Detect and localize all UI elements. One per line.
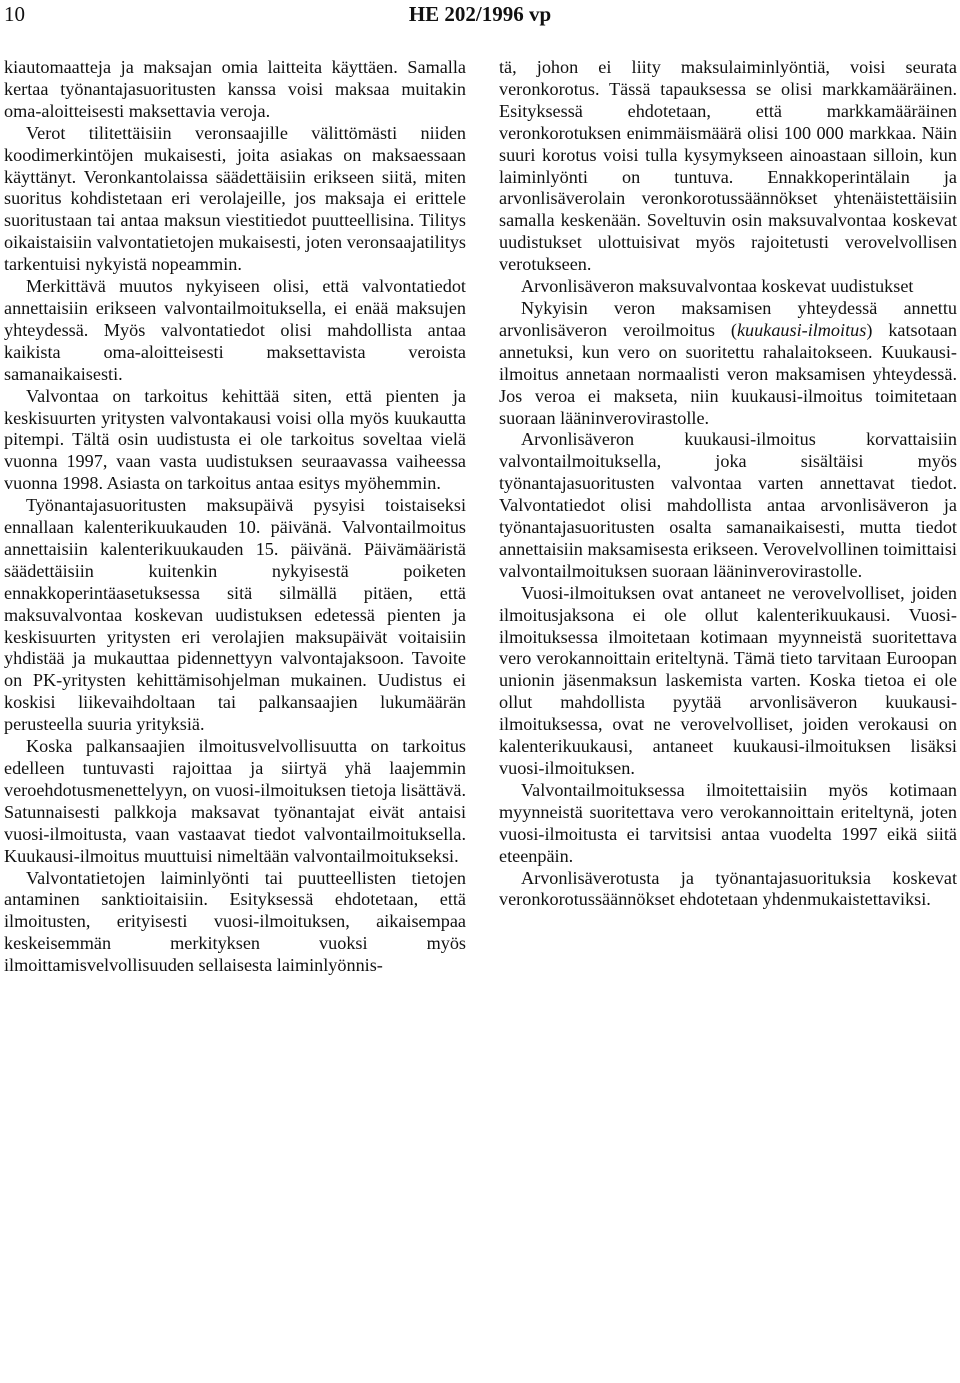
paragraph: Verot tilitettäisiin veronsaajille välittömästi niiden koodimerkintöjen mukaisesti, joita asiakas on maksaessaan käyttänyt. Veronkantolaissa säädettäisiin erikseen siitä, miten suoritus kohdistetaan eri verolajeille, jos maksaja ei erittele suoritustaan tai antaa maksun viestitiedot puutteellisina. Tilitys oikaistaisiin valvontatietojen mukaisesti, joten veronsaajatilitys tarkentuisi nykyistä nopeammin. <box>4 122 466 275</box>
paragraph: Koska palkansaajien ilmoitusvelvollisuutta on tarkoitus edelleen tuntuvasti rajoittaa ja siirtyä yhä laajemmin veroehdotusmenettelyyn, on vuosi-ilmoituksen tietoja lisättävä. Satunnaisesti palkkoja maksavat työnantajat eivät antaisi vuosi-ilmoitusta, vaan vastaavat tiedot valvontailmoituksella. Kuukausi-ilmoitus muuttuisi nimeltään valvontailmoitukseksi. <box>4 736 466 866</box>
paragraph: Valvontailmoituksessa ilmoitettaisiin myös kotimaan myynneistä suoritettava vero verokannoittain eriteltynä, joten vuosi-ilmoitusta ei tarvitsisi antaa vuodelta 1997 eikä siitä eteenpäin. <box>499 779 957 866</box>
italic-term: kuukausi-ilmoitus <box>736 319 867 340</box>
paragraph <box>499 298 957 429</box>
paragraph: Vuosi-ilmoituksen ovat antaneet ne verovelvolliset, joiden ilmoitusjaksona ei ole ollut kalenterikuukausi. Vuosi-ilmoituksessa ilmoitetaan kotimaan myynneistä suoritettava vero verokannoittain eriteltynä. Tämä tieto tarvitaan Euroopan unionin jäsenmaksun laskemista varten. Koska tietoa ei ole ollut mahdollista pyytää arvonlisäveron kuukausi-ilmoituksessa, ovat ne verovelvolliset, joiden verokausi on kalenterikuukausi, antaneet kuukausi-ilmoituksen lisäksi vuosi-ilmoituksen. <box>499 582 957 778</box>
paragraph-text: Nykyisin veron maksamisen yhteydessä annettu arvonlisäveron veroilmoitus ( <box>499 297 957 340</box>
left-column <box>4 57 466 977</box>
paragraph-text: ) katsotaan annetuksi, kun vero on suoritettu rahalaitokseen. Kuukausi-ilmoitus annetaan normaalisti veron maksamisen yhteydessä. Jos veroa ei makseta, niin kuukausi-ilmoitus toimitetaan suoraan lääninverovirastolle. <box>499 319 957 428</box>
paragraph: Valvontatietojen laiminlyönti tai puutteellisten tietojen antaminen sanktioitaisiin. Esityksessä ehdotetaan, että ilmoitusten, erityisesti vuosi-ilmoituksen, aikaisempaa keskeisemmän merkityksen vuoksi myös ilmoittamisvelvollisuuden sellaisesta laiminlyönnis- <box>4 867 466 976</box>
page-number: 10 <box>4 2 25 26</box>
document-id: HE 202/1996 vp <box>408 2 552 26</box>
paragraph: Arvonlisäverotusta ja työnantajasuorituksia koskevat veronkorotussäännökset ehdotetaan yhdenmukaistettaviksi. <box>499 867 957 910</box>
right-column <box>499 57 957 911</box>
paragraph: Työnantajasuoritusten maksupäivä pysyisi toistaiseksi ennallaan kalenterikuukauden 10. päivänä. Valvontailmoitus annettaisiin kalenterikuukauden 15. päivänä. Päivämääristä säädettäisiin kuitenkin nykyisestä poiketen ennakkoperintäasetuksessa sitä silmällä pitäen, että maksuvalvontaa koskevan uudistuksen edetessä pienten ja keskisuurten yritysten eri verolajien maksupäivät voitaisiin yhdistää ja mukauttaa pidennettyyn valvontajaksoon. Tavoite on PK-yritysten kehittämisohjelman mukainen. Uudistus ei koskisi liikevaihdoltaan tai palkansaajien lukumäärän perusteella suuria yrityksiä. <box>4 495 466 735</box>
paragraph: tä, johon ei liity maksulaiminlyöntiä, voisi seurata veronkorotus. Tässä tapauksessa se olisi markkamääräinen. Esityksessä ehdotetaan, että markkamääräinen veronkorotuksen enimmäismäärä olisi 100 000 markkaa. Näin suuri korotus voisi tulla kysymykseen ainoastaan silloin, kun laiminlyönti on tuntuva. Ennakkoperintälain ja arvonlisäverolain veronkorotussäännökset yhtenäistettäisiin samalla keskenään. Soveltuvin osin maksuvalvontaa koskevat uudistukset ulottuisivat myös rajoitetusti verovelvollisen verotukseen. <box>499 57 957 275</box>
paragraph: kiautomaatteja ja maksajan omia laitteita käyttäen. Samalla kertaa työnantajasuoritusten kanssa voisi maksaa muitakin oma-aloitteisesti maksettavia veroja. <box>4 57 466 121</box>
section-heading: Arvonlisäveron maksuvalvontaa koskevat uudistukset <box>521 276 914 297</box>
paragraph: Valvontaa on tarkoitus kehittää siten, että pienten ja keskisuurten yritysten valvontakausi voisi olla myös kuukautta pitempi. Tältä osin uudistusta ei ole tarkoitus soveltaa vielä vuonna 1997, vaan vasta uudistuksen seuraavassa vaiheessa vuonna 1998. Asiasta on tarkoitus antaa esitys myöhemmin. <box>4 385 466 494</box>
paragraph: Merkittävä muutos nykyiseen olisi, että valvontatiedot annettaisiin erikseen valvontailmoituksella, ei enää maksujen yhteydessä. Myös valvontatiedot olisi mahdollista antaa kaikista oma-aloitteisesti maksettavista veroista samanaikaisesti. <box>4 276 466 384</box>
paragraph: Arvonlisäveron kuukausi-ilmoitus korvattaisiin valvontailmoituksella, joka sisältäisi myös työnantajasuoritusten valvontaa varten annettavat tiedot. Valvontatiedot olisi mahdollista antaa arvonlisäveron ja työnantajasuoritusten osalta samanaikaisesti, mutta tiedot annettaisiin maksamisesta erikseen. Verovelvollinen toimittaisi valvontailmoituksen suoraan lääninverovirastolle. <box>499 429 957 581</box>
